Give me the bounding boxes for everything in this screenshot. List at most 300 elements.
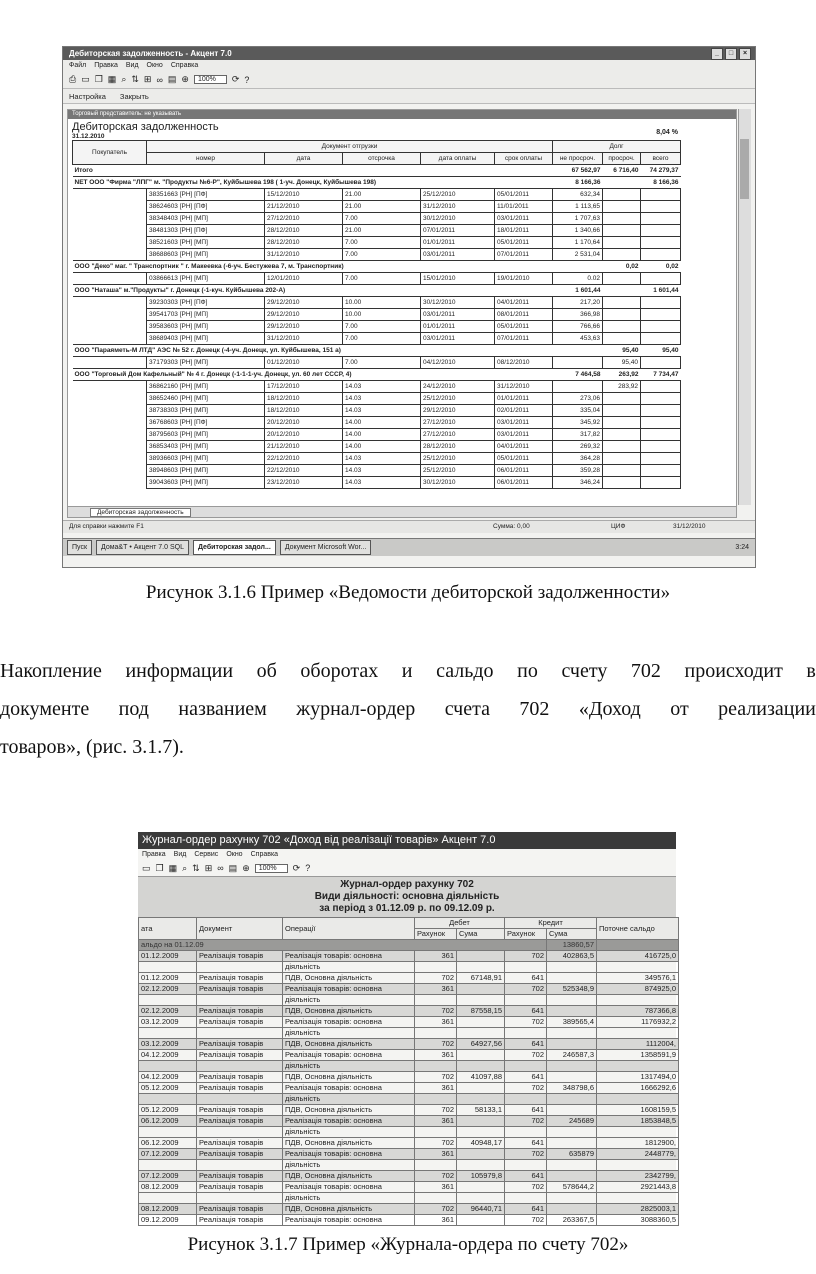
taskbar-app-receivables[interactable]: Дебиторская задол... xyxy=(193,540,276,555)
journal-cell: 2921443,8 xyxy=(597,1182,679,1193)
binoculars-icon[interactable]: ∞ xyxy=(217,863,224,873)
journal-cell xyxy=(547,1105,597,1116)
table-cell: 38795603 [РН] [МП] xyxy=(147,429,265,441)
journal-cell: 702 xyxy=(505,1116,547,1127)
table-cell: 21.00 xyxy=(343,225,421,237)
copy-icon[interactable]: ❐ xyxy=(94,74,103,84)
journal-row[interactable] xyxy=(139,1171,679,1182)
figure2-caption: Рисунок 3.1.7 Пример «Журнала-ордера по счету 702» xyxy=(187,1234,629,1255)
journal-row[interactable] xyxy=(139,1017,679,1028)
window-title-bar xyxy=(63,47,755,60)
journal-cell xyxy=(197,1061,283,1072)
journal-cell: 361 xyxy=(415,1149,457,1160)
journal-cell xyxy=(457,1127,505,1138)
help-icon[interactable]: ? xyxy=(244,74,250,85)
table-cell: 95,40 xyxy=(603,357,641,369)
table-row[interactable] xyxy=(73,213,681,225)
journal-cell: Реалізація товарів: основна xyxy=(283,1149,415,1160)
table-cell: 2 531,04 xyxy=(553,249,603,261)
status-date: 31/12/2010 xyxy=(673,523,706,530)
table-cell: 15/12/2010 xyxy=(265,189,343,201)
journal-cell: ПДВ, Основна діяльність xyxy=(283,973,415,984)
table-cell xyxy=(641,405,681,417)
table-row[interactable] xyxy=(73,237,681,249)
journal-cell: 702 xyxy=(415,1138,457,1149)
paragraph-word: «Доход xyxy=(578,698,641,720)
menu-item[interactable]: Справка xyxy=(250,851,279,858)
table-row[interactable] xyxy=(73,453,681,465)
group-overdue xyxy=(603,285,641,297)
table-cell: 08/12/2010 xyxy=(495,357,553,369)
indent-cell xyxy=(73,465,147,477)
sort-icon[interactable]: ⇅ xyxy=(131,74,139,84)
journal-cell xyxy=(547,973,597,984)
journal-cell: 702 xyxy=(415,1039,457,1050)
indent-cell xyxy=(73,453,147,465)
minimize-icon[interactable]: _ xyxy=(711,48,723,60)
paragraph-line-3: товаров», (рис. 3.1.7). xyxy=(0,736,184,758)
sheet-tab[interactable]: Дебиторская задолженность xyxy=(90,508,191,517)
journal-cell: Реалізація товарів: основна xyxy=(283,1050,415,1061)
receivables-table xyxy=(72,140,681,489)
journal-row[interactable] xyxy=(139,1028,679,1039)
group-not-overdue: 1 601,44 xyxy=(553,285,603,297)
col-credit-sum: Сума xyxy=(547,929,597,940)
help-icon[interactable]: ? xyxy=(305,863,311,873)
journal-row[interactable] xyxy=(139,1182,679,1193)
journal-row[interactable] xyxy=(139,1050,679,1061)
heading-line-1: Журнал-ордер рахунку 702 xyxy=(340,879,474,890)
table-row[interactable] xyxy=(73,405,681,417)
report-title-text: Дебиторская задолженность xyxy=(72,121,219,133)
journal-cell: ПДВ, Основна діяльність xyxy=(283,1204,415,1215)
journal-cell: 389565,4 xyxy=(547,1017,597,1028)
table-cell xyxy=(641,429,681,441)
journal-cell xyxy=(197,995,283,1006)
refresh-icon[interactable]: ⟳ xyxy=(231,74,240,84)
table-cell: 25/12/2010 xyxy=(421,189,495,201)
table-cell: 17/12/2010 xyxy=(265,381,343,393)
table-icon[interactable]: ▦ xyxy=(168,862,178,873)
table-cell: 39541703 [РН] [МП] xyxy=(147,309,265,321)
table-cell: 08/01/2011 xyxy=(495,309,553,321)
find-icon[interactable]: ⌕ xyxy=(121,74,127,84)
total-all: 74 279,37 xyxy=(641,165,681,177)
journal-cell: 1812900, xyxy=(597,1138,679,1149)
table-cell: 38481303 [РН] [ПФ] xyxy=(147,225,265,237)
chart-icon[interactable]: ▤ xyxy=(228,862,238,873)
journal-cell: 245689 xyxy=(547,1116,597,1127)
table-row[interactable] xyxy=(73,357,681,369)
journal-cell: 702 xyxy=(415,1006,457,1017)
table-row[interactable] xyxy=(73,393,681,405)
table-cell: 359,28 xyxy=(553,465,603,477)
table-cell: 29/12/2010 xyxy=(265,297,343,309)
table-cell xyxy=(553,381,603,393)
table-cell: 766,66 xyxy=(553,321,603,333)
journal-row[interactable] xyxy=(139,1094,679,1105)
journal-row[interactable] xyxy=(139,973,679,984)
journal-cell xyxy=(547,1138,597,1149)
table-cell: 02/01/2011 xyxy=(495,405,553,417)
table-cell xyxy=(641,249,681,261)
table-cell xyxy=(603,465,641,477)
menu-item[interactable]: Вид xyxy=(125,62,139,69)
paragraph-word: под xyxy=(118,698,149,720)
table-cell: 38936603 [РН] [МП] xyxy=(147,453,265,465)
journal-cell: 2448779, xyxy=(597,1149,679,1160)
binoculars-icon[interactable]: ∞ xyxy=(156,74,163,85)
table-row[interactable] xyxy=(73,333,681,345)
filter-icon[interactable]: ⊞ xyxy=(204,862,213,873)
table-cell: 03/01/2011 xyxy=(421,249,495,261)
table-row[interactable] xyxy=(73,381,681,393)
journal-cell: 03.12.2009 xyxy=(139,1039,197,1050)
journal-cell xyxy=(457,1116,505,1127)
table-cell: 29/12/2010 xyxy=(265,321,343,333)
preview-icon[interactable]: ▭ xyxy=(81,74,90,84)
table-cell xyxy=(641,273,681,285)
table-cell: 23/12/2010 xyxy=(265,477,343,489)
table-cell xyxy=(641,393,681,405)
journal-row[interactable] xyxy=(139,1105,679,1116)
table-row[interactable] xyxy=(73,273,681,285)
group-not-overdue xyxy=(553,261,603,273)
journal-row[interactable] xyxy=(139,1083,679,1094)
journal-cell xyxy=(597,995,679,1006)
group-total: 1 601,44 xyxy=(641,285,681,297)
journal-row[interactable] xyxy=(139,962,679,973)
close-report-button[interactable]: Закрыть xyxy=(119,91,149,101)
close-icon[interactable]: × xyxy=(739,48,751,60)
journal-cell: 641 xyxy=(505,1006,547,1017)
table-cell: 14.03 xyxy=(343,453,421,465)
body-paragraph xyxy=(0,652,816,766)
buyer-group-row xyxy=(73,261,681,273)
copy-icon[interactable]: ❐ xyxy=(155,862,164,873)
menu-item[interactable]: Справка xyxy=(170,62,199,69)
journal-cell: 361 xyxy=(415,984,457,995)
table-cell: 38348403 [РН] [МП] xyxy=(147,213,265,225)
journal-cell: 263367,5 xyxy=(547,1215,597,1226)
status-sum: Сумма: 0,00 xyxy=(493,523,530,530)
journal-cell: 641 xyxy=(505,1039,547,1050)
table-cell: 18/12/2010 xyxy=(265,405,343,417)
journal-row[interactable] xyxy=(139,995,679,1006)
table-row[interactable] xyxy=(73,429,681,441)
journal-cell xyxy=(597,1160,679,1171)
table-row[interactable] xyxy=(73,465,681,477)
journal-cell: 361 xyxy=(415,1215,457,1226)
table-icon[interactable]: ▦ xyxy=(107,74,117,84)
journal-cell xyxy=(197,1094,283,1105)
sort-icon[interactable]: ⇅ xyxy=(192,862,200,873)
journal-cell: 702 xyxy=(505,1182,547,1193)
journal-row[interactable] xyxy=(139,1127,679,1138)
table-row[interactable] xyxy=(73,225,681,237)
journal-cell xyxy=(505,1094,547,1105)
journal-cell xyxy=(597,1193,679,1204)
journal-cell: 702 xyxy=(505,1149,547,1160)
table-cell: 21/12/2010 xyxy=(265,441,343,453)
table-cell: 39230303 [РН] [ПФ] xyxy=(147,297,265,309)
table-cell: 36862160 [РН] [МП] xyxy=(147,381,265,393)
paragraph-word: и xyxy=(401,660,413,682)
menu-item[interactable]: Правка xyxy=(94,62,118,69)
journal-row[interactable] xyxy=(139,1039,679,1050)
journal-cell: Реалізація товарів xyxy=(197,1204,283,1215)
journal-cell: 04.12.2009 xyxy=(139,1050,197,1061)
journal-cell xyxy=(415,1193,457,1204)
journal-cell xyxy=(415,1127,457,1138)
journal-table xyxy=(138,917,679,1226)
journal-cell: 361 xyxy=(415,1083,457,1094)
table-cell: 25/12/2010 xyxy=(421,393,495,405)
table-cell: 18/12/2010 xyxy=(265,393,343,405)
table-cell: 7.00 xyxy=(343,321,421,333)
table-cell: 22/12/2010 xyxy=(265,453,343,465)
table-cell: 30/12/2010 xyxy=(421,297,495,309)
refresh-icon[interactable]: ⟳ xyxy=(292,862,301,873)
group-not-overdue: 7 464,58 xyxy=(553,369,603,381)
journal-cell: 1608159,5 xyxy=(597,1105,679,1116)
table-row[interactable] xyxy=(73,441,681,453)
table-cell: 04/12/2010 xyxy=(421,357,495,369)
table-cell: 38521603 [РН] [МП] xyxy=(147,237,265,249)
table-row[interactable] xyxy=(73,189,681,201)
journal-cell: 41097,88 xyxy=(457,1072,505,1083)
table-cell xyxy=(641,465,681,477)
journal-cell: Реалізація товарів xyxy=(197,1006,283,1017)
menu-bar xyxy=(63,60,755,71)
journal-cell: 641 xyxy=(505,1204,547,1215)
buyer-name: ООО "Параяметь-М ЛТД" АЭС № 52 г. Донецк (-4-уч. Донецк, ул. Куйбышева, 151 а) xyxy=(73,345,553,357)
journal-cell: діяльність xyxy=(283,1061,415,1072)
journal-cell xyxy=(139,1160,197,1171)
table-cell: 04/01/2011 xyxy=(495,297,553,309)
journal-cell: Реалізація товарів: основна xyxy=(283,1083,415,1094)
journal-cell xyxy=(457,1182,505,1193)
table-row[interactable] xyxy=(73,309,681,321)
journal-cell: Реалізація товарів xyxy=(197,951,283,962)
table-cell: 335,04 xyxy=(553,405,603,417)
table-cell: 14.00 xyxy=(343,441,421,453)
table-cell: 05/01/2011 xyxy=(495,237,553,249)
zoom-select[interactable]: 100% xyxy=(255,864,288,873)
table-row[interactable] xyxy=(73,297,681,309)
paragraph-word: сальдо xyxy=(436,660,494,682)
buyer-name: ООО "Наташа" м."Продукты" г. Донецк (-1-куч. Куйбышева 202-А) xyxy=(73,285,553,297)
table-row[interactable] xyxy=(73,201,681,213)
maximize-icon[interactable]: □ xyxy=(725,48,737,60)
journal-cell: 402863,5 xyxy=(547,951,597,962)
journal-cell: 06.12.2009 xyxy=(139,1116,197,1127)
journal-cell: 525348,9 xyxy=(547,984,597,995)
journal-row[interactable] xyxy=(139,1160,679,1171)
paragraph-word: в xyxy=(806,660,816,682)
secondary-toolbar xyxy=(63,89,755,104)
journal-cell: 05.12.2009 xyxy=(139,1083,197,1094)
table-row[interactable] xyxy=(73,321,681,333)
taskbar-app-accent[interactable]: Дома&Т • Акцент 7.0 SQL xyxy=(96,540,189,555)
print-icon[interactable]: ⎙ xyxy=(69,74,77,84)
paragraph-word: названием xyxy=(178,698,267,720)
indent-cell xyxy=(73,477,147,489)
journal-row[interactable] xyxy=(139,1193,679,1204)
journal-cell: діяльність xyxy=(283,962,415,973)
crosshair-icon[interactable]: ⊕ xyxy=(181,74,189,84)
journal-cell xyxy=(457,1094,505,1105)
indent-cell xyxy=(73,213,147,225)
crosshair-icon[interactable]: ⊕ xyxy=(242,862,250,873)
journal-cell: 02.12.2009 xyxy=(139,984,197,995)
table-cell: 03/01/2011 xyxy=(421,333,495,345)
journal-row[interactable] xyxy=(139,984,679,995)
journal-cell: 361 xyxy=(415,951,457,962)
group-overdue: 95,40 xyxy=(603,345,641,357)
status-mode: ЦИФ xyxy=(611,523,626,530)
table-cell: 25/12/2010 xyxy=(421,465,495,477)
toolbar xyxy=(63,71,755,89)
filter-icon[interactable]: ⊞ xyxy=(143,74,152,84)
journal-cell xyxy=(139,962,197,973)
chart-icon[interactable]: ▤ xyxy=(167,74,177,84)
journal-cell xyxy=(505,1028,547,1039)
window-title: Журнал-ордер рахунку 702 «Доход від реалізації товарів» Акцент 7.0 xyxy=(138,832,676,849)
settings-button[interactable]: Настройка xyxy=(69,91,106,101)
journal-cell: діяльність xyxy=(283,1028,415,1039)
journal-row[interactable] xyxy=(139,1138,679,1149)
scroll-thumb[interactable] xyxy=(740,139,749,199)
indent-cell xyxy=(73,309,147,321)
journal-cell: 105979,8 xyxy=(457,1171,505,1182)
table-cell: 28/12/2010 xyxy=(421,441,495,453)
table-cell: 25/12/2010 xyxy=(421,453,495,465)
journal-cell xyxy=(505,995,547,1006)
menu-item[interactable]: Вид xyxy=(173,851,187,858)
journal-row[interactable] xyxy=(139,951,679,962)
table-row[interactable] xyxy=(73,249,681,261)
col-operation: Операції xyxy=(283,918,415,940)
buyer-group-row xyxy=(73,285,681,297)
indent-cell xyxy=(73,297,147,309)
table-cell: 36853403 [РН] [МП] xyxy=(147,441,265,453)
percent-value: 8,04 % xyxy=(656,129,678,136)
table-cell xyxy=(641,453,681,465)
journal-cell: Реалізація товарів xyxy=(197,1017,283,1028)
journal-cell: 01.12.2009 xyxy=(139,973,197,984)
paragraph-word: счету xyxy=(561,660,608,682)
table-row[interactable] xyxy=(73,417,681,429)
menu-item[interactable]: Файл xyxy=(69,62,87,69)
table-cell: 14.03 xyxy=(343,393,421,405)
table-cell xyxy=(641,213,681,225)
journal-cell xyxy=(547,1193,597,1204)
table-cell: 21.00 xyxy=(343,189,421,201)
menu-item[interactable]: Сервис xyxy=(194,851,219,858)
vertical-scrollbar[interactable] xyxy=(738,109,751,505)
journal-cell: 702 xyxy=(415,1171,457,1182)
menu-item[interactable]: Правка xyxy=(142,851,166,858)
table-cell: 38688603 [РН] [МП] xyxy=(147,249,265,261)
table-cell: 1 170,64 xyxy=(553,237,603,249)
journal-cell: 702 xyxy=(505,1050,547,1061)
group-overdue xyxy=(603,177,641,189)
buyer-group-row xyxy=(73,177,681,189)
journal-row[interactable] xyxy=(139,1116,679,1127)
journal-cell xyxy=(457,1193,505,1204)
table-cell: 39583603 [РН] [МП] xyxy=(147,321,265,333)
table-row[interactable] xyxy=(73,477,681,489)
table-cell: 29/12/2010 xyxy=(265,309,343,321)
journal-cell xyxy=(597,1094,679,1105)
journal-cell xyxy=(547,1171,597,1182)
menu-bar xyxy=(138,849,676,860)
journal-cell: 06.12.2009 xyxy=(139,1138,197,1149)
table-cell: 07/01/2011 xyxy=(495,333,553,345)
journal-cell: 1317494,0 xyxy=(597,1072,679,1083)
journal-cell xyxy=(415,1160,457,1171)
opening-label: альдо на 01.12.09 xyxy=(139,940,547,951)
journal-row[interactable] xyxy=(139,1149,679,1160)
preview-icon[interactable]: ▭ xyxy=(142,862,151,873)
journal-cell: ПДВ, Основна діяльність xyxy=(283,1039,415,1050)
journal-row[interactable] xyxy=(139,1215,679,1226)
table-cell: 364,28 xyxy=(553,453,603,465)
table-cell xyxy=(603,189,641,201)
zoom-select[interactable]: 100% xyxy=(194,75,227,84)
indent-cell xyxy=(73,273,147,285)
table-cell: 01/01/2011 xyxy=(421,321,495,333)
journal-cell xyxy=(547,962,597,973)
col-term: срок оплаты xyxy=(495,153,553,165)
find-icon[interactable]: ⌕ xyxy=(182,862,188,873)
journal-cell: ПДВ, Основна діяльність xyxy=(283,1138,415,1149)
table-cell xyxy=(641,189,681,201)
group-not-overdue: 8 166,36 xyxy=(553,177,603,189)
journal-cell xyxy=(547,1094,597,1105)
table-cell: 03/01/2011 xyxy=(495,213,553,225)
journal-cell: 07.12.2009 xyxy=(139,1171,197,1182)
journal-cell: 702 xyxy=(415,1105,457,1116)
indent-cell xyxy=(73,333,147,345)
table-cell: 31/12/2010 xyxy=(265,249,343,261)
journal-row[interactable] xyxy=(139,1006,679,1017)
journal-row[interactable] xyxy=(139,1061,679,1072)
journal-cell: діяльність xyxy=(283,1094,415,1105)
table-cell: 05/01/2011 xyxy=(495,453,553,465)
menu-item[interactable]: Окно xyxy=(226,851,243,858)
indent-cell xyxy=(73,429,147,441)
table-cell: 06/01/2011 xyxy=(495,465,553,477)
indent-cell xyxy=(73,189,147,201)
table-cell: 269,32 xyxy=(553,441,603,453)
table-cell: 14.00 xyxy=(343,429,421,441)
col-buyer: Покупатель xyxy=(73,141,147,165)
journal-row[interactable] xyxy=(139,1072,679,1083)
taskbar-app-word[interactable]: Документ Microsoft Wor... xyxy=(280,540,372,555)
journal-cell: Реалізація товарів xyxy=(197,984,283,995)
journal-cell xyxy=(457,1050,505,1061)
report-heading xyxy=(138,877,676,917)
menu-item[interactable]: Окно xyxy=(146,62,163,69)
start-button[interactable]: Пуск xyxy=(67,540,92,555)
journal-row[interactable] xyxy=(139,1204,679,1215)
paragraph-line-1 xyxy=(0,652,816,690)
journal-cell xyxy=(457,1061,505,1072)
journal-cell: 246587,3 xyxy=(547,1050,597,1061)
journal-cell xyxy=(197,1127,283,1138)
